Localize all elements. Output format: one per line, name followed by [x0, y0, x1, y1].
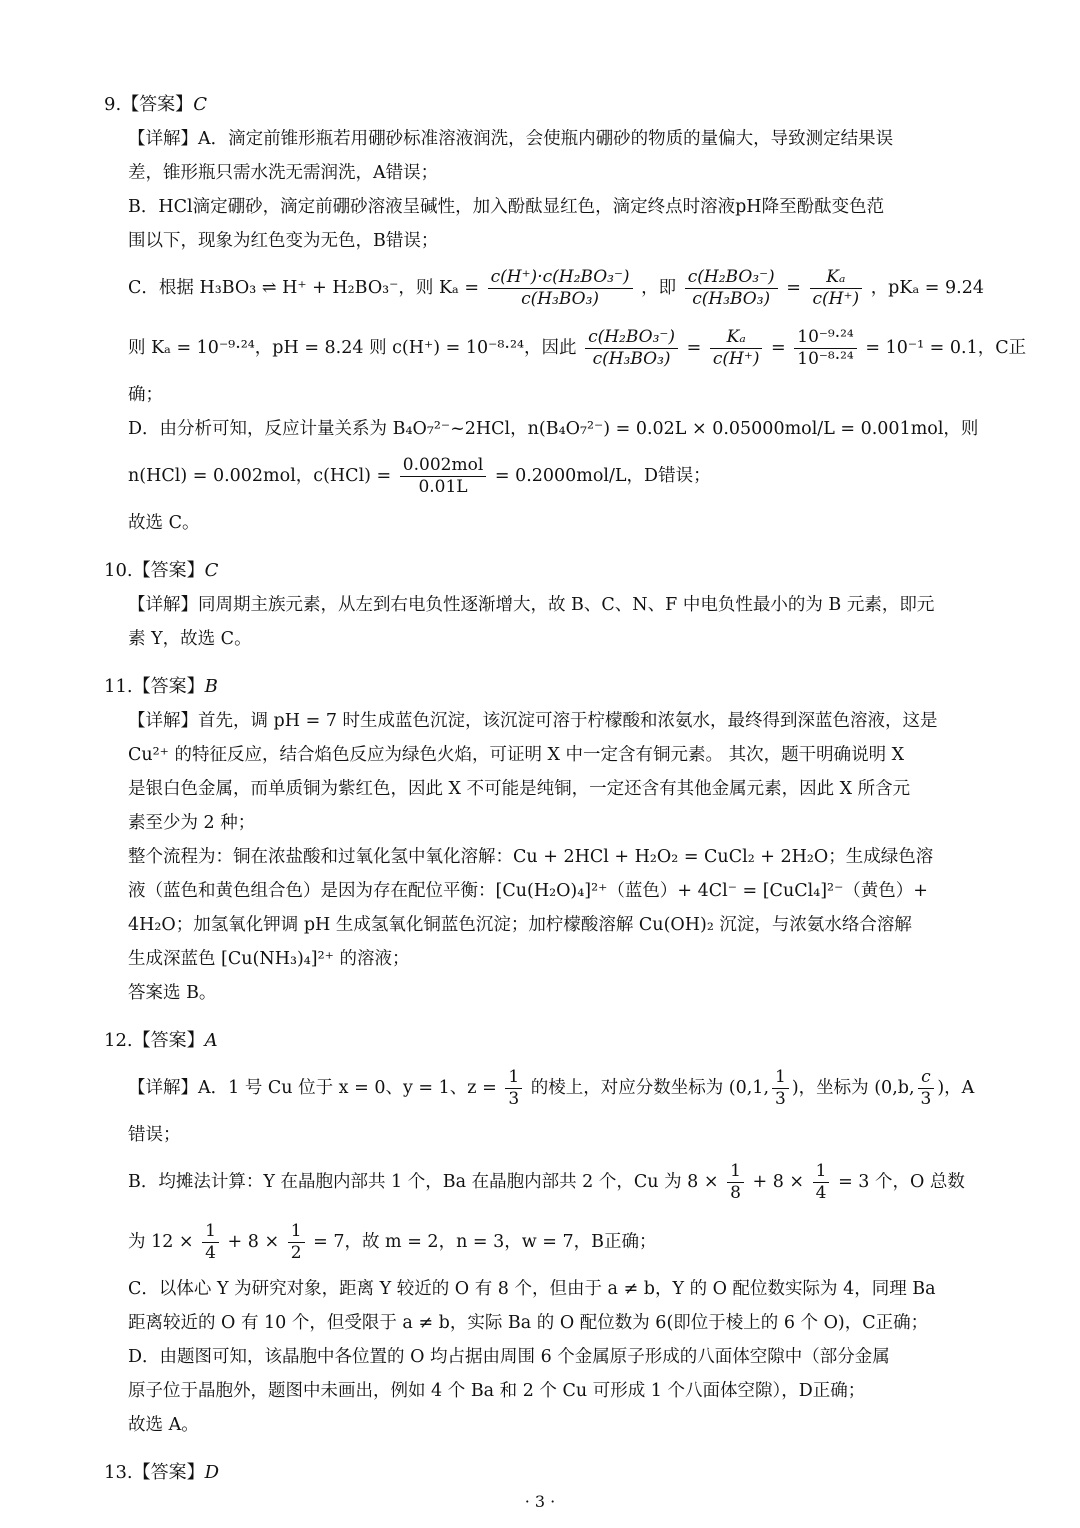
- explanation-line: 是银白色金属，而单质铜为紫红色，因此 X 不可能是纯铜，一定还含有其他金属元素，因此 X 所含元: [128, 779, 911, 799]
- explanation-line: 【详解】首先，调 pH = 7 时生成蓝色沉淀，该沉淀可溶于柠檬酸和浓氨水，最终得到深蓝色溶液，这是: [128, 711, 938, 731]
- question-9-header: [104, 88, 984, 122]
- question-number: 13.: [104, 1462, 133, 1483]
- explanation-line: 确；: [128, 385, 163, 405]
- question-11-header: [104, 670, 984, 704]
- explanation-line: 【详解】A．滴定前锥形瓶若用硼砂标准溶液润洗，会使瓶内硼砂的物质的量偏大，导致测定结果误: [128, 129, 894, 149]
- question-number: 10.: [104, 560, 133, 581]
- answer-tag: 【答案】: [132, 1030, 205, 1051]
- fraction: $\frac{1}{3}$: [772, 1067, 789, 1111]
- fraction: $\frac{1}{3}$: [505, 1067, 522, 1111]
- fraction: $\frac{\text{c(H₂BO₃⁻)}}{\text{c(H₃BO₃)}}$: [685, 267, 778, 311]
- explanation-line: 距离较近的 O 有 10 个，但受限于 a ≠ b，实际 Ba 的 O 配位数为 6(即位于棱上的 6 个 O)，C正确；: [128, 1313, 929, 1333]
- explanation-line: 错误；: [128, 1125, 181, 1145]
- explanation-line: D．由分析可知，反应计量关系为 B₄O₇²⁻~2HCl，n(B₄O₇²⁻) = 0.02L × 0.05000mol/L = 0.001mol，则: [128, 419, 979, 439]
- answer-letter: C: [193, 94, 207, 115]
- explanation-line: Cu²⁺ 的特征反应，结合焰色反应为绿色火焰，可证明 X 中一定含有铜元素。 其次，题干明确说明 X: [128, 745, 905, 765]
- fraction: $\frac{\text{Kₐ}}{c(H^+)}$: [810, 267, 863, 311]
- answer-tag: 【答案】: [121, 94, 194, 115]
- explanation-line: 差，锥形瓶只需水洗无需润洗，A错误；: [128, 163, 439, 183]
- explanation-line: 【详解】同周期主族元素，从左到右电负性逐渐增大，故 B、C、N、F 中电负性最小的为 B 元素，即元: [128, 595, 935, 615]
- explanation-line: 素至少为 2 种；: [128, 813, 256, 833]
- explanation-line: C．以体心 Y 为研究对象，距离 Y 较近的 O 有 8 个，但由于 a ≠ b，Y 的 O 配位数实际为 4，同理 Ba: [128, 1279, 936, 1299]
- fraction: $\frac{1}{4}$: [202, 1221, 219, 1265]
- answer-letter: C: [204, 560, 219, 581]
- formula-line-coordinates: 【详解】A．1 号 Cu 位于 x = 0、y = 1、z = $\frac{1}{3}$ 的棱上，对应分数坐标为 (0,1, $\frac{1}{3}$ )，坐标为 (0,b, $\frac{c}{3}$ )，A: [128, 1066, 975, 1109]
- explanation-line: 原子位于晶胞外，题图中未画出，例如 4 个 Ba 和 2 个 Cu 可形成 1 个八面体空隙），D正确；: [128, 1381, 866, 1401]
- explanation-line: 围以下，现象为红色变为无色，B错误；: [128, 231, 439, 251]
- fraction: $\frac{c}{3}$: [918, 1067, 935, 1111]
- question-number: 11.: [104, 676, 133, 697]
- formula-line-cu-count: B．均摊法计算：Y 在晶胞内部共 1 个，Ba 在晶胞内部共 2 个，Cu 为 8 × $\frac{1}{8}$ + 8 × $\frac{1}{4}$ = 3 个，O 总数: [128, 1160, 965, 1203]
- question-number: 12.: [104, 1030, 133, 1051]
- question-11: [104, 670, 984, 1010]
- explanation-line: B．HCl滴定硼砂，滴定前硼砂溶液呈碱性，加入酚酞显红色，滴定终点时溶液pH降至酚酞变色范: [128, 197, 885, 217]
- answer-tag: 【答案】: [132, 676, 205, 697]
- formula-line-o-count: 为 12 × $\frac{1}{4}$ + 8 × $\frac{1}{2}$ = 7，故 m = 2，n = 3，w = 7，B正确；: [128, 1220, 657, 1263]
- question-13-header: [104, 1456, 984, 1490]
- answer-letter: D: [204, 1462, 220, 1483]
- question-9: [104, 88, 1027, 540]
- fraction: $\frac{\text{Kₐ}}{c(H^+)}$: [710, 327, 763, 371]
- fraction: $\frac{\text{c(H⁺)·c(H₂BO₃⁻)}}{\text{c(H₃BO₃)}}$: [488, 267, 633, 311]
- question-number: 9.: [104, 94, 122, 115]
- fraction: $\frac{\text{10⁻⁹·²⁴}}{\text{10⁻⁸·²⁴}}$: [794, 327, 856, 371]
- question-12: [104, 1024, 984, 1442]
- explanation-line: 素 Y，故选 C。: [128, 629, 252, 649]
- conclusion-line: 答案选 B。: [128, 983, 217, 1003]
- answer-letter: B: [204, 676, 218, 697]
- fraction: $\frac{1}{8}$: [727, 1161, 744, 1205]
- fraction: $\frac{1}{4}$: [813, 1161, 830, 1205]
- answer-letter: A: [204, 1030, 218, 1051]
- explanation-line: 液（蓝色和黄色组合色）是因为存在配位平衡：[Cu(H₂O)₄]²⁺（蓝色）+ 4Cl⁻ = [CuCl₄]²⁻（黄色）+: [128, 881, 928, 901]
- question-12-header: [104, 1024, 984, 1058]
- page-number: · 3 ·: [524, 1492, 556, 1511]
- question-13: [104, 1456, 984, 1490]
- formula-line-ratio: 则 Kₐ = 10⁻⁹·²⁴，pH = 8.24 则 c(H⁺) = 10⁻⁸·²⁴，因此 $\frac{\text{c(H₂BO₃⁻)}}{\text{c(H₃BO₃)}}$ = $\frac{\text{Kₐ}}{c(H^+)}$ = $\frac{\text{10⁻⁹·²⁴}}{\text{10⁻⁸·²⁴}}$ = 10⁻¹ = 0.1，C正: [128, 326, 1027, 369]
- answer-tag: 【答案】: [132, 1462, 205, 1483]
- question-10: [104, 554, 984, 656]
- fraction: $\frac{1}{2}$: [288, 1221, 305, 1265]
- conclusion-line: 故选 A。: [128, 1415, 199, 1435]
- formula-line-ka: C．根据 H₃BO₃ ⇌ H⁺ + H₂BO₃⁻，则 Kₐ = $\frac{\text{c(H⁺)·c(H₂BO₃⁻)}}{\text{c(H₃BO₃)}}$ ，即 $\frac{\text{c(H₂BO₃⁻)}}{\text{c(H₃BO₃)}}$ = $\frac{\text{Kₐ}}{c(H^+)}$ ，pKₐ = 9.24: [128, 266, 984, 309]
- explanation-line: 4H₂O；加氢氧化钾调 pH 生成氢氧化铜蓝色沉淀；加柠檬酸溶解 Cu(OH)₂ 沉淀，与浓氨水络合溶解: [128, 915, 912, 935]
- conclusion-line: 故选 C。: [128, 513, 200, 533]
- explanation-line: D．由题图可知，该晶胞中各位置的 O 均占据由周围 6 个金属原子形成的八面体空隙中（部分金属: [128, 1347, 890, 1367]
- question-10-header: [104, 554, 984, 588]
- fraction: $\frac{\text{c(H₂BO₃⁻)}}{\text{c(H₃BO₃)}}$: [585, 327, 678, 371]
- explanation-line: 生成深蓝色 [Cu(NH₃)₄]²⁺ 的溶液；: [128, 949, 410, 969]
- fraction: $\frac{\text{0.002mol}}{0.01L}$: [400, 455, 486, 499]
- answer-tag: 【答案】: [132, 560, 205, 581]
- answer-content: [104, 88, 1027, 1504]
- formula-line-hcl: n(HCl) = 0.002mol，c(HCl) = $\frac{\text{0.002mol}}{0.01L}$ = 0.2000mol/L，D错误；: [128, 454, 711, 497]
- explanation-line: 整个流程为：铜在浓盐酸和过氧化氢中氧化溶解：Cu + 2HCl + H₂O₂ = CuCl₂ + 2H₂O；生成绿色溶: [128, 847, 934, 867]
